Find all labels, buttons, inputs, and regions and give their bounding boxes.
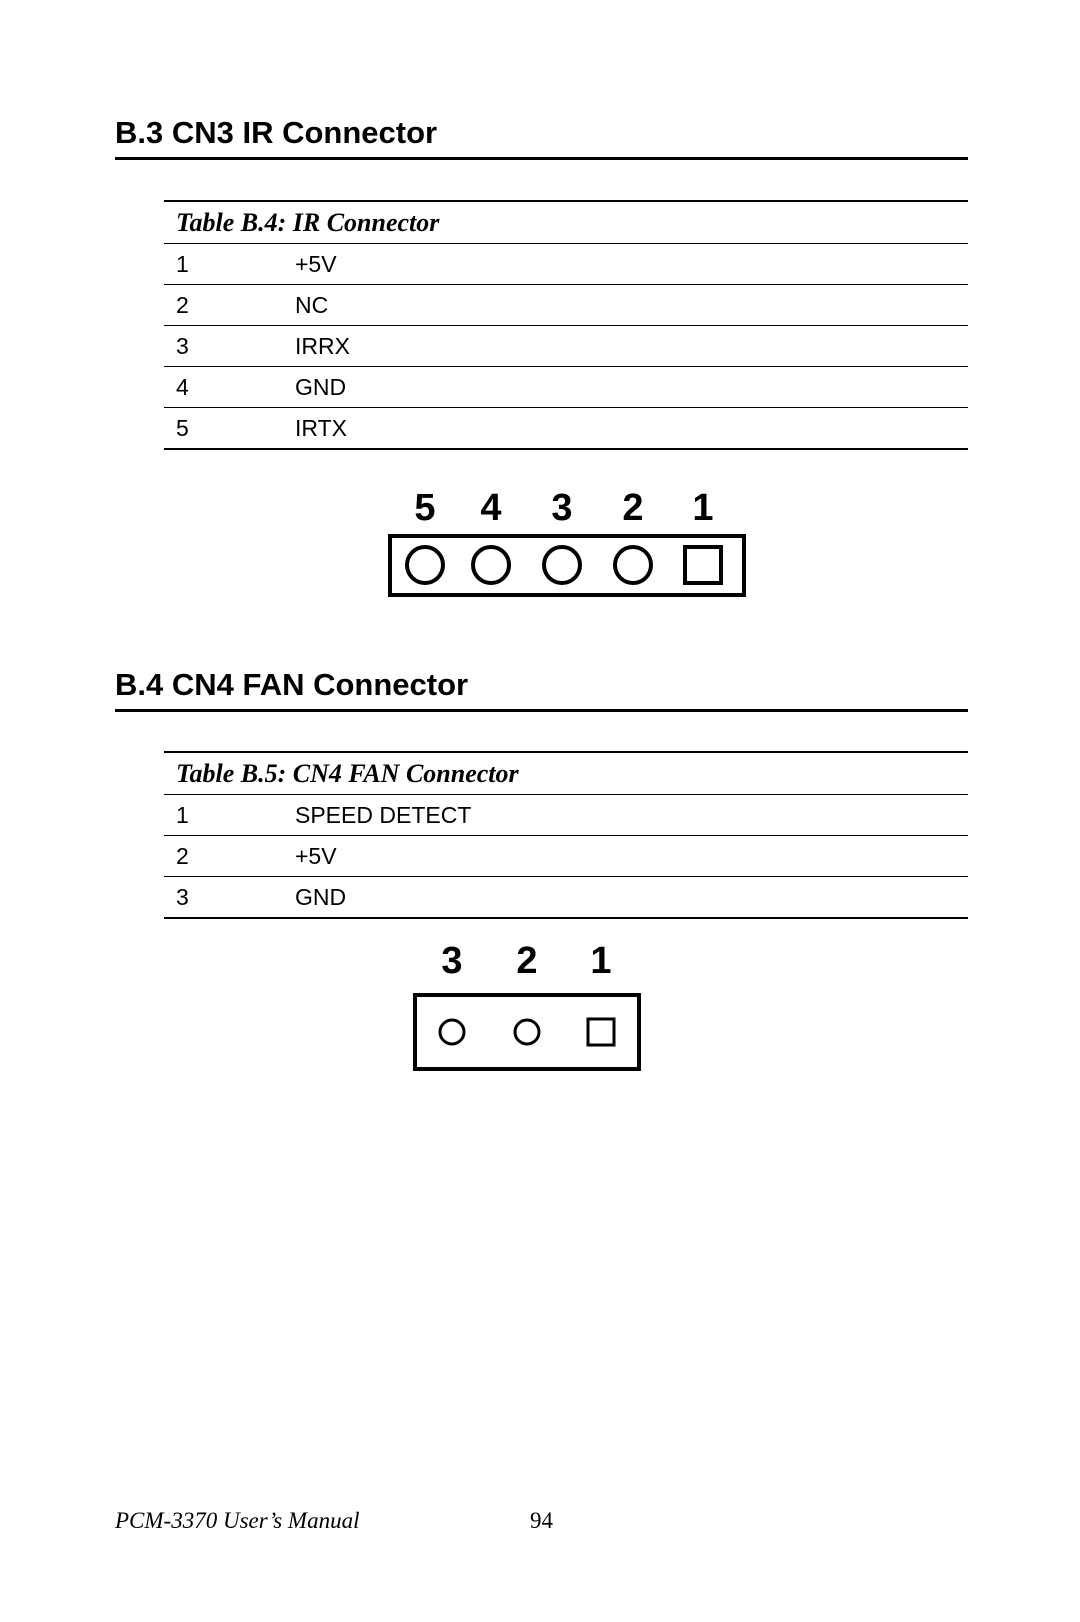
pin-number: 3	[176, 333, 189, 359]
pin-number: 2	[176, 843, 189, 869]
ir-connector-table	[164, 200, 968, 450]
round-pin	[440, 1020, 464, 1044]
pin-number: 1	[176, 251, 189, 277]
round-pin	[473, 547, 509, 583]
signal-name: IRRX	[295, 333, 350, 359]
fan-connector-table	[164, 751, 968, 919]
table-row	[164, 408, 968, 450]
fan-connector-svg	[405, 943, 655, 1078]
round-pin	[615, 547, 651, 583]
table-row	[164, 836, 968, 877]
pin-number: 2	[176, 292, 189, 318]
signal-name: +5V	[295, 251, 337, 277]
pin-number: 4	[176, 374, 189, 400]
pin-label: 5	[414, 487, 436, 529]
section-heading-ir: B.3 CN3 IR Connector	[115, 113, 968, 160]
table-row	[164, 877, 968, 919]
round-pin	[407, 547, 443, 583]
pin-label: 4	[480, 487, 502, 529]
table-row	[164, 244, 968, 285]
table-row	[164, 326, 968, 367]
signal-name: NC	[295, 292, 329, 318]
table-row	[164, 367, 968, 408]
table-row	[164, 285, 968, 326]
table-caption: Table B.5: CN4 FAN Connector	[164, 753, 968, 795]
round-pin	[515, 1020, 539, 1044]
pin-label: 1	[590, 943, 612, 982]
signal-name: SPEED DETECT	[295, 802, 472, 828]
footer-page-number: 94	[530, 1508, 553, 1533]
pin-label: 1	[692, 487, 714, 529]
square-pin	[685, 547, 721, 583]
connector-housing	[415, 995, 639, 1069]
table-caption: Table B.4: IR Connector	[164, 202, 968, 244]
fan-connector-diagram	[405, 943, 655, 1078]
ir-connector-diagram	[380, 487, 760, 607]
table-row	[164, 795, 968, 836]
pin-label: 3	[551, 487, 573, 529]
footer-manual-title: PCM-3370 User’s Manual	[115, 1508, 360, 1533]
section-heading-fan: B.4 CN4 FAN Connector	[115, 665, 968, 712]
pin-label: 2	[516, 943, 538, 982]
pin-number: 5	[176, 415, 189, 441]
round-pin	[544, 547, 580, 583]
pin-label: 2	[622, 487, 644, 529]
pin-label: 3	[441, 943, 463, 982]
ir-connector-svg	[380, 487, 760, 607]
signal-name: GND	[295, 374, 347, 400]
pin-number: 3	[176, 884, 189, 910]
signal-name: IRTX	[295, 415, 347, 441]
pin-number: 1	[176, 802, 189, 828]
signal-name: +5V	[295, 843, 337, 869]
signal-name: GND	[295, 884, 347, 910]
square-pin	[588, 1019, 614, 1045]
